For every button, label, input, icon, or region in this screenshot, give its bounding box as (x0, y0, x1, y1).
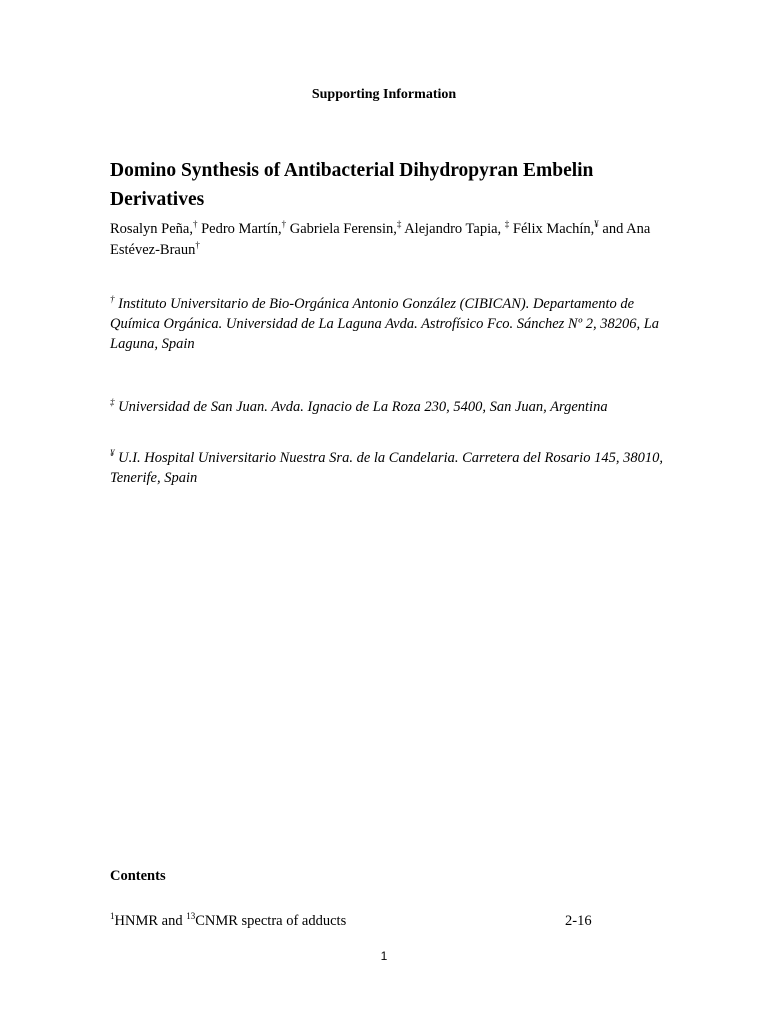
author-name: Pedro Martín, (201, 221, 282, 237)
contents-heading: Contents (110, 868, 166, 884)
contents-item-pages: 2-16 (565, 913, 592, 929)
author-name: Félix Machín, (512, 221, 595, 237)
contents-item-text: CNMR spectra of adducts (195, 913, 347, 929)
affiliation-text: Instituto Universitario de Bio-Orgánica Antonio González (CIBICAN). Departamento de Química Orgánica. Universidad de La Laguna Avda. Astrofísico Fco. Sánchez Nº 2, 38206, La Laguna, Spain (110, 296, 660, 352)
contents-item-text: HNMR and (114, 913, 187, 929)
paper-title: Domino Synthesis of Antibacterial Dihydropyran Embelin Derivatives (110, 160, 594, 210)
author-affiliation-mark: ¥ (594, 219, 599, 230)
author-affiliation-mark: ‡ (504, 219, 510, 230)
author-affiliation-mark: † (281, 219, 287, 230)
affiliation-text: Universidad de San Juan. Avda. Ignacio de La Roza 230, 5400, San Juan, Argentina (118, 399, 608, 415)
author-name: Rosalyn Peña, (110, 221, 193, 237)
author-list (110, 219, 670, 261)
author-name: Alejandro Tapia, (404, 221, 502, 237)
superscript-mass-number: 13 (186, 911, 196, 922)
affiliation-mark: ¥ (110, 448, 115, 459)
author-affiliation-mark: † (192, 219, 198, 230)
affiliation-text: U.I. Hospital Universitario Nuestra Sra. de la Candelaria. Carretera del Rosario 145, 38010, Tenerife, Spain (110, 450, 663, 486)
affiliation-2 (110, 397, 670, 417)
page-number: 1 (380, 949, 388, 963)
author-name: Gabriela Ferensin, (289, 221, 397, 237)
affiliation-mark: † (110, 294, 115, 305)
affiliation-1 (110, 294, 670, 354)
superscript-mass-number: 1 (110, 911, 115, 922)
author-affiliation-mark: ‡ (396, 219, 402, 230)
affiliation-3 (110, 448, 670, 488)
supporting-information-label: Supporting Information (311, 87, 457, 102)
contents-item-label (110, 911, 346, 931)
author-name: and Ana Estévez-Braun (110, 221, 651, 258)
author-affiliation-mark: † (195, 240, 200, 251)
affiliation-mark: ‡ (110, 397, 115, 408)
